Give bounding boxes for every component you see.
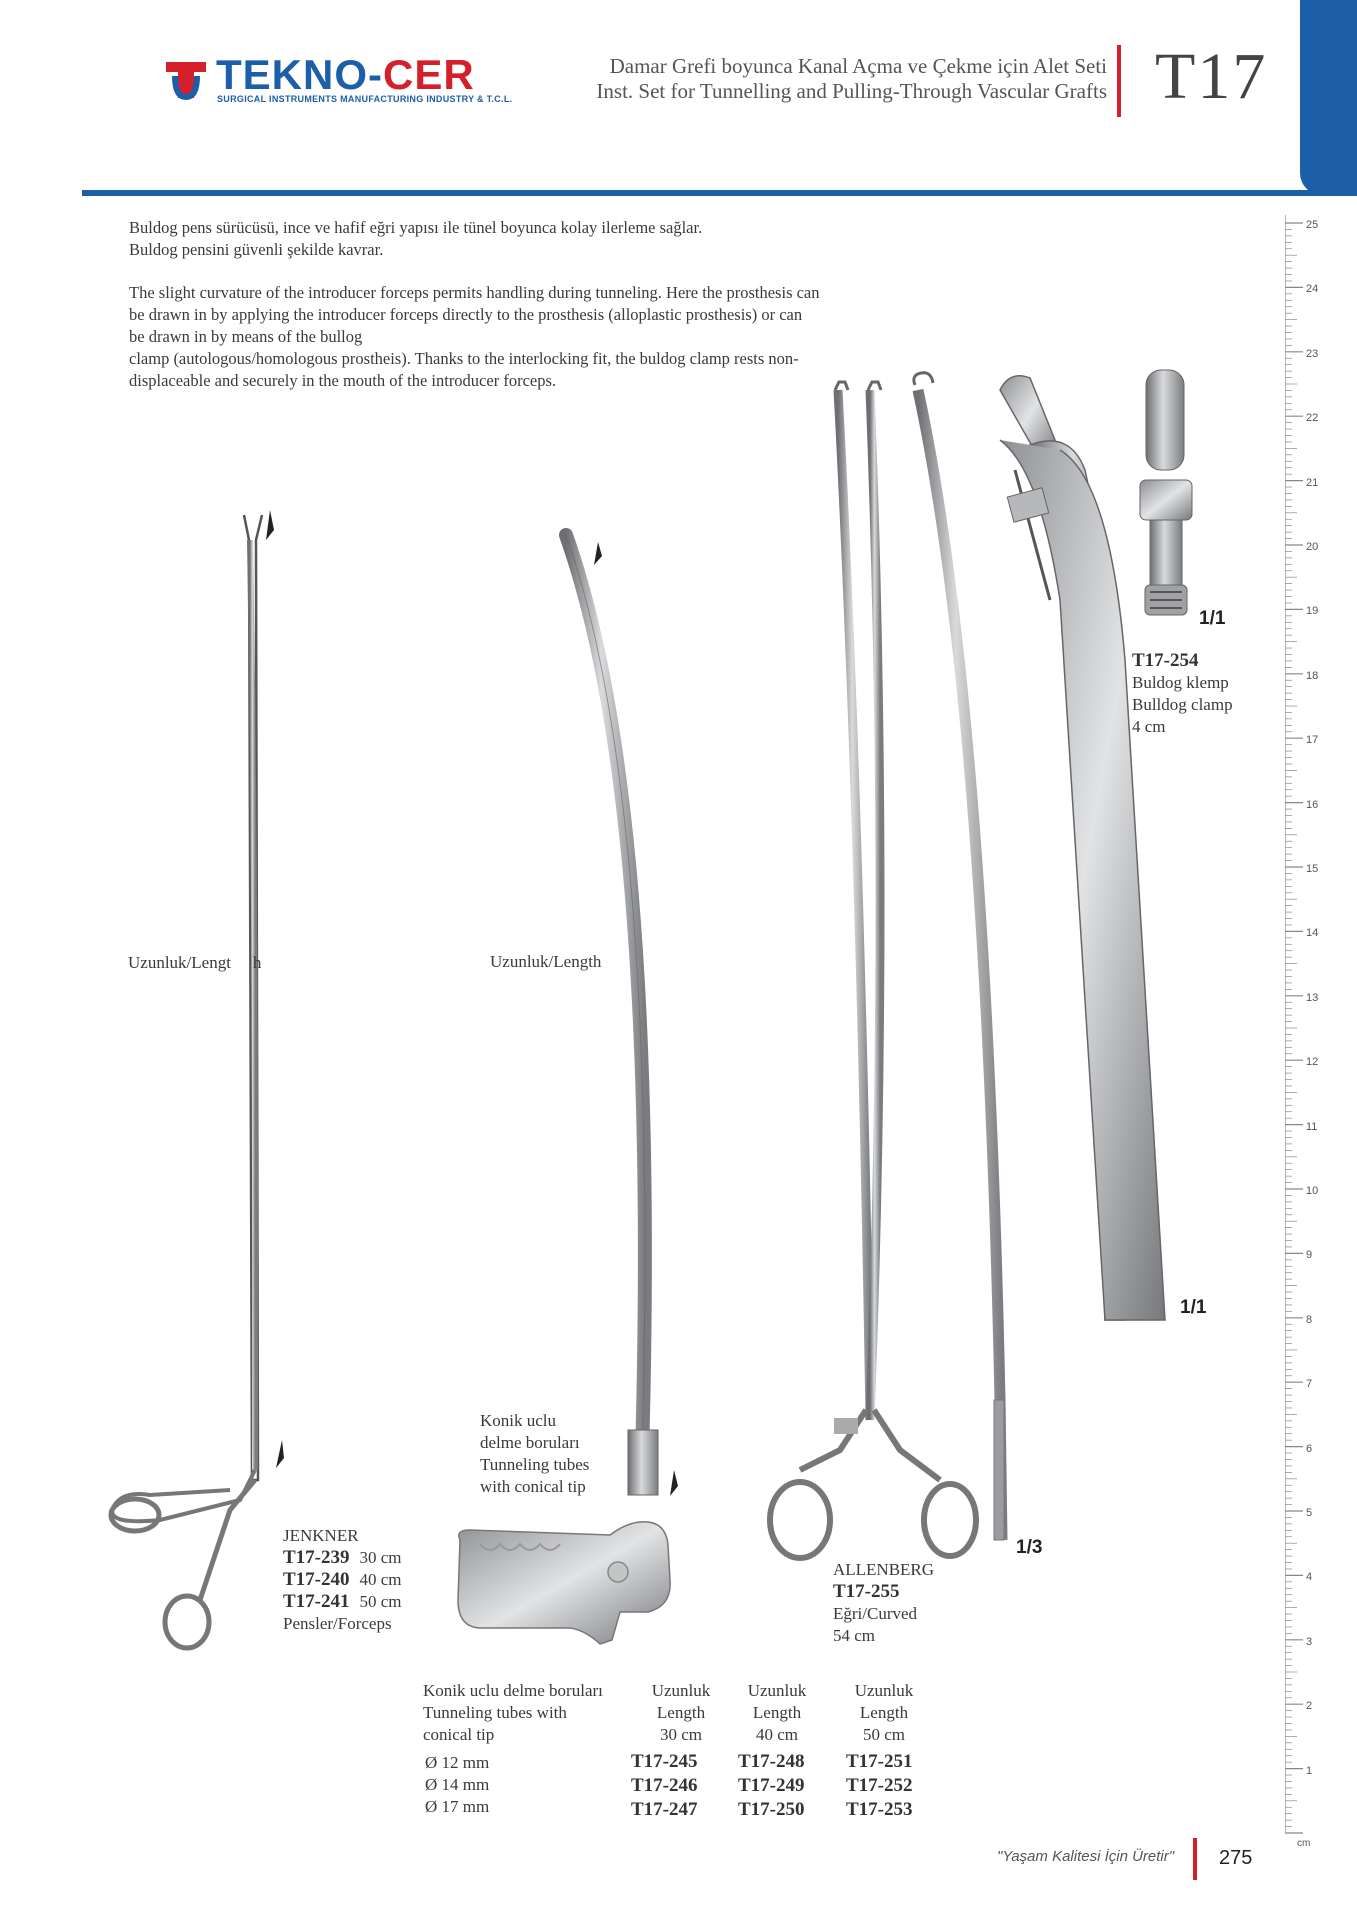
bulldog-name-en: Bulldog clamp (1132, 695, 1233, 714)
ruler-number: 10 (1306, 1185, 1319, 1197)
intro-en-line: be drawn in by means of the bullog (129, 327, 363, 346)
jenkner-type: Pensler/Forceps (283, 1614, 392, 1633)
allenberg-label (833, 1559, 934, 1647)
col-head-line: Length (859, 1703, 909, 1722)
ruler-number: 9 (1306, 1249, 1313, 1262)
col-head-line: 50 cm (862, 1725, 906, 1744)
bulldog-name-tr: Buldog klemp (1132, 673, 1229, 692)
tube-length-label: Uzunluk/Length (490, 952, 602, 971)
col-head-line: Uzunluk (854, 1681, 914, 1700)
tube-table-header (423, 1680, 603, 1746)
diameter-cell: Ø 12 mm (425, 1753, 490, 1772)
header-title-tr: Damar Grefi boyunca Kanal Açma ve Çekme için Alet Seti (609, 54, 1107, 78)
tubes-label-line: with conical tip (480, 1477, 586, 1496)
measuring-ruler (1285, 215, 1319, 1835)
tube-table-col-head (852, 1680, 916, 1746)
jenkner-length-label (128, 952, 261, 974)
allenberg-name: ALLENBERG (833, 1560, 935, 1579)
ruler-number: 15 (1306, 863, 1319, 875)
code-cell: T17-248 (738, 1751, 805, 1772)
tubes-label-line: Tunneling tubes (480, 1455, 590, 1474)
ruler-number: 5 (1306, 1507, 1313, 1519)
bulldog-clamp-illustration (1140, 370, 1192, 615)
tube-table-col-codes (846, 1750, 913, 1822)
bulldog-label (1132, 650, 1233, 738)
ruler-number: 16 (1306, 798, 1319, 811)
ruler-number: 21 (1306, 476, 1319, 489)
tube-table-col-head (649, 1680, 713, 1746)
ruler-number: 7 (1306, 1378, 1313, 1391)
ruler-ticks (1285, 215, 1311, 1835)
brand-name-part2: CER (383, 51, 475, 98)
bulldog-code: T17-254 (1132, 650, 1199, 671)
intro-en-line: be drawn in by applying the introducer forceps directly to the prosthesis (alloplastic prosthesis) or can (129, 305, 803, 324)
intro-tr-line: Buldog pens sürücüsü, ince ve hafif eğri yapısı ile tünel boyunca kolay ilerleme sağlar. (129, 218, 703, 237)
col-head-line: Uzunluk (651, 1681, 711, 1700)
section-code: T17 (1155, 40, 1268, 113)
code-cell: T17-252 (846, 1775, 913, 1796)
code-cell: T17-246 (631, 1775, 698, 1796)
allenberg-length: 54 cm (833, 1626, 876, 1645)
tube-table-col-head (745, 1680, 809, 1746)
code-cell: T17-249 (738, 1775, 805, 1796)
tube-table-diameters (425, 1752, 489, 1818)
code-cell: T17-245 (631, 1751, 698, 1772)
diameter-cell: Ø 14 mm (425, 1775, 490, 1794)
col-head-line: 40 cm (755, 1725, 799, 1744)
brand-name-part1: TEKNO- (216, 51, 383, 98)
detail-scale: 1/1 (1180, 1297, 1207, 1318)
forceps-detail-illustration (1000, 376, 1165, 1320)
allenberg-scale: 1/3 (1016, 1537, 1043, 1558)
tubes-label (480, 1410, 589, 1498)
ruler-number: 14 (1306, 927, 1319, 940)
header-title-en: Inst. Set for Tunnelling and Pulling-Through Vascular Grafts (596, 79, 1107, 103)
tube-table-header-line: conical tip (423, 1725, 495, 1744)
ruler-unit: cm (1297, 1838, 1311, 1849)
ruler-number: 12 (1306, 1056, 1319, 1069)
footer-slogan: "Yaşam Kalitesi İçin Üretir" (997, 1848, 1175, 1865)
allenberg-shape: Eğri/Curved (833, 1604, 918, 1623)
jenkner-item (283, 1547, 402, 1569)
diameter-cell: Ø 17 mm (425, 1797, 490, 1816)
footer-divider (1193, 1838, 1197, 1880)
code-cell: T17-251 (846, 1751, 913, 1772)
tubes-label-line: Konik uclu (480, 1411, 557, 1430)
allenberg-code: T17-255 (833, 1581, 900, 1602)
code-cell: T17-253 (846, 1799, 913, 1820)
length-label-left: Uzunluk/Lengt (128, 953, 231, 972)
intro-en-line: The slight curvature of the introducer forceps permits handling during tunneling. Here the prosthesis can (129, 283, 820, 302)
code-cell: T17-250 (738, 1799, 805, 1820)
ruler-number: 18 (1306, 669, 1319, 682)
jenkner-code: T17-241 (283, 1591, 350, 1612)
ruler-number: 13 (1306, 991, 1319, 1004)
tube-table-header-line: Konik uclu delme boruları (423, 1681, 603, 1700)
jenkner-label (283, 1525, 402, 1635)
code-cell: T17-247 (631, 1799, 698, 1820)
ruler-number: 17 (1306, 734, 1319, 747)
ruler-number: 1 (1306, 1764, 1313, 1777)
tube-table-col-codes (631, 1750, 698, 1822)
tube-table-col-codes (738, 1750, 805, 1822)
jenkner-item (283, 1569, 402, 1591)
ruler-number: 25 (1306, 219, 1319, 231)
ruler-number: 6 (1306, 1442, 1313, 1455)
jenkner-length: 40 cm (359, 1570, 402, 1589)
ruler-number: 22 (1306, 412, 1319, 425)
ruler-number: 2 (1306, 1700, 1313, 1713)
ruler-number: 23 (1306, 347, 1319, 360)
tubes-label-line: delme boruları (480, 1433, 580, 1452)
ruler-number: 4 (1306, 1571, 1313, 1584)
jenkner-length: 50 cm (359, 1592, 402, 1611)
bulldog-length: 4 cm (1132, 717, 1166, 736)
col-head-line: Length (656, 1703, 706, 1722)
jenkner-code: T17-239 (283, 1547, 350, 1568)
tube-table-header-line: Tunneling tubes with (423, 1703, 567, 1722)
jenkner-code: T17-240 (283, 1569, 350, 1590)
ruler-number: 3 (1306, 1635, 1313, 1648)
jenkner-length: 30 cm (359, 1548, 402, 1567)
ruler-number: 24 (1306, 283, 1319, 296)
intro-en-line: displaceable and securely in the mouth of the introducer forceps. (129, 371, 557, 390)
ruler-number: 20 (1306, 541, 1319, 553)
length-label-left-tail: h (252, 953, 262, 972)
ruler-number: 19 (1306, 605, 1319, 618)
slender-probe-illustration (914, 373, 1004, 1540)
jenkner-forceps-illustration (111, 510, 284, 1648)
page-number: 275 (1219, 1847, 1253, 1869)
jenkner-name: JENKNER (283, 1526, 359, 1545)
intro-tr-line: Buldog pensini güvenli şekilde kavrar. (129, 240, 384, 259)
col-head-line: Length (752, 1703, 802, 1722)
jenkner-item (283, 1591, 402, 1613)
ruler-number: 11 (1306, 1120, 1318, 1133)
brand-subtitle: SURGICAL INSTRUMENTS MANUFACTURING INDUSTRY & T.C.L. (217, 94, 513, 104)
col-head-line: 30 cm (659, 1725, 703, 1744)
col-head-line: Uzunluk (747, 1681, 807, 1700)
intro-en-line: clamp (autologous/homologous prostheis). Thanks to the interlocking fit, the buldog clamp rests non- (129, 349, 799, 368)
ruler-number: 8 (1306, 1313, 1313, 1326)
bulldog-scale: 1/1 (1199, 608, 1226, 629)
